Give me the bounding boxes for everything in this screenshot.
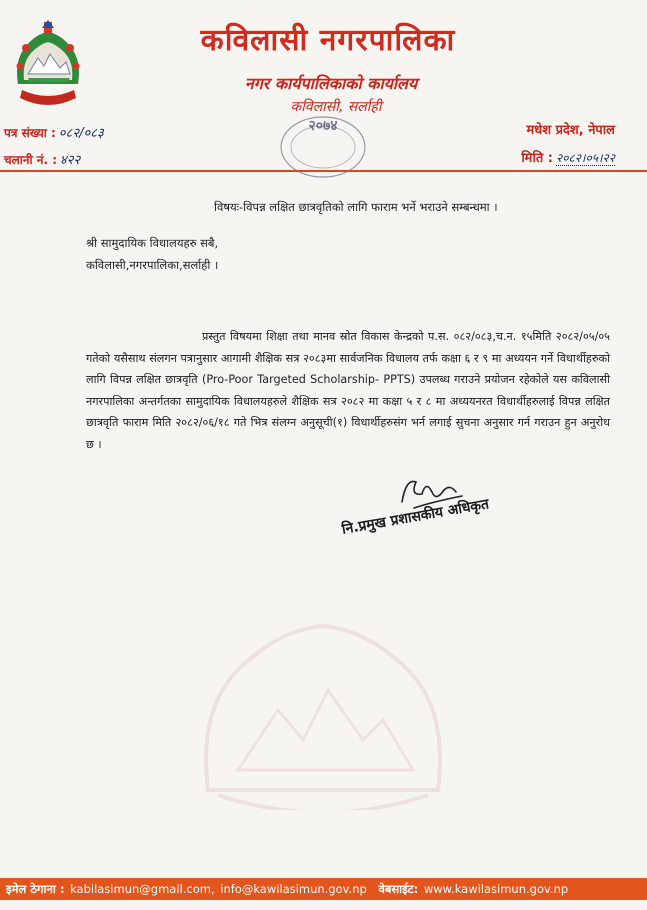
email-label: इमेल ठेगाना :	[6, 882, 65, 896]
dispatch-number-label: चलानी नं. :	[4, 153, 58, 167]
footer-contact-bar	[0, 878, 647, 900]
dispatch-number	[4, 150, 80, 168]
letter-date	[521, 148, 615, 166]
letter-subject: विषयः-विपन्न लक्षित छात्रवृतिको लागि फाराम भर्ने भराउने सम्बन्धमा ।	[214, 200, 498, 214]
signatory-title: नि.प्रमुख प्रशासकीय अधिकृत	[340, 496, 491, 538]
office-address: कविलासी, सर्लाही	[290, 99, 382, 115]
letter-number-label: पत्र संख्या :	[4, 126, 56, 140]
letter-date-value: २०८२।०५।२२	[555, 151, 615, 165]
email-secondary: info@kawilasimun.gov.np	[220, 882, 367, 896]
letter-date-label: मिति :	[521, 151, 553, 166]
nepal-emblem-icon	[8, 20, 88, 112]
org-name: कविलासी नगरपालिका	[200, 23, 456, 58]
letter-number	[4, 123, 104, 141]
email-primary: kabilasimun@gmail.com,	[70, 882, 215, 896]
website-label: वेबसाईट:	[378, 882, 419, 896]
recipient-line-1: श्री सामुदायिक विधालयहरु सबै,	[86, 236, 219, 250]
province-label: मधेश प्रदेश, नेपाल	[526, 123, 615, 138]
letter-body: प्रस्तुत विषयमा शिक्षा तथा मानव स्रोत विकास केन्द्रको प.स. ०८२/०८३,च.न. १५मिति २०८२/०५/०५ गतेको यसैसाथ संलगन पत्रानुसार आगामी शैक्षिक सत्र २०८३मा सार्वजनिक विधालय तर्फ कक्षा ६ र ९ मा अध्ययन गर्ने विधार्थीहरुको लागि विपन्न लक्षित छात्रवृति (Pro-Poor Targeted Scholarship- PPTS) उपलब्ध गराउने प्रयोजन रहेकोले यस कविलासी नगरपालिका अन्तर्गतका सामुदायिक विधालयहरुले शैक्षिक सत्र २०८२ मा कक्षा ५ र ८ मा अध्ययनरत विधार्थीहरुलाई विपन्न लक्षित छात्रवृति फाराम मिति २०८२/०६/१८ गते भित्र संलग्न अनुसूची(१) विधार्थीहरुसंग भर्न लगाई सुचना अनुसार गर्न गराउन हुन अनुरोध छ ।	[86, 330, 610, 451]
header-divider	[0, 170, 647, 172]
website-url: www.kawilasimun.gov.np	[423, 882, 569, 896]
office-name: नगर कार्यपालिकाको कार्यालय	[244, 74, 418, 93]
dispatch-number-value: ४२२	[60, 153, 81, 168]
seal-year: २०७४	[308, 118, 338, 134]
recipient-line-2: कविलासी,नगरपालिका,सर्लाही ।	[86, 258, 219, 272]
emblem-watermark-icon	[178, 600, 468, 810]
letter-number-value: ०८२/०८३	[58, 126, 104, 141]
